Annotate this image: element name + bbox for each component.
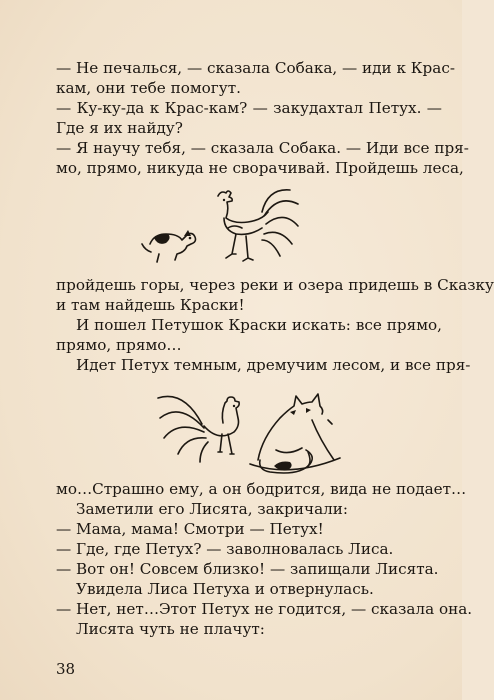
text-line: пройдешь горы, через реки и озера придешь в Сказку xyxy=(56,276,494,294)
page-number: 38 xyxy=(56,660,76,678)
text-line: — Не печалься, — сказала Собака, — иди к Крас- xyxy=(56,59,455,77)
fox-icon xyxy=(250,394,340,473)
rooster-fox-illustration xyxy=(150,384,350,476)
text-line: мо, прямо, никуда не сворачивай. Пройдешь леса, xyxy=(56,159,464,177)
text-line: — Вот он! Совсем близко! — запищали Лисята. xyxy=(56,560,439,578)
rooster-icon xyxy=(218,190,298,261)
text-line: и там найдешь Краски! xyxy=(56,296,245,314)
text-line: Лисята чуть не плачут: xyxy=(76,620,265,638)
text-line: кам, они тебе помогут. xyxy=(56,79,241,97)
text-line: И пошел Петушок Краски искать: все прямо, xyxy=(76,316,442,334)
text-line: — Ку-ку-да к Крас-кам? — закудахтал Петух. — xyxy=(56,99,442,117)
dog-icon xyxy=(142,230,196,262)
rooster-dog-illustration xyxy=(140,184,320,268)
text-line: Идет Петух темным, дремучим лесом, и все пря- xyxy=(76,356,471,374)
text-line: Заметили его Лисята, закричали: xyxy=(76,500,349,518)
text-line: — Мама, мама! Смотри — Петух! xyxy=(56,520,324,538)
text-line: Увидела Лиса Петуха и отвернулась. xyxy=(76,580,374,598)
rooster-icon xyxy=(158,396,239,462)
text-line: мо…Страшно ему, а он бодрится, вида не подает… xyxy=(56,480,467,498)
text-line: прямо, прямо… xyxy=(56,336,182,354)
text-line: Где я их найду? xyxy=(56,119,183,137)
text-line: — Нет, нет…Этот Петух не годится, — сказала она. xyxy=(56,600,473,618)
text-line: — Где, где Петух? — заволновалась Лиса. xyxy=(56,540,394,558)
text-line: — Я научу тебя, — сказала Собака. — Иди все пря- xyxy=(56,139,469,157)
